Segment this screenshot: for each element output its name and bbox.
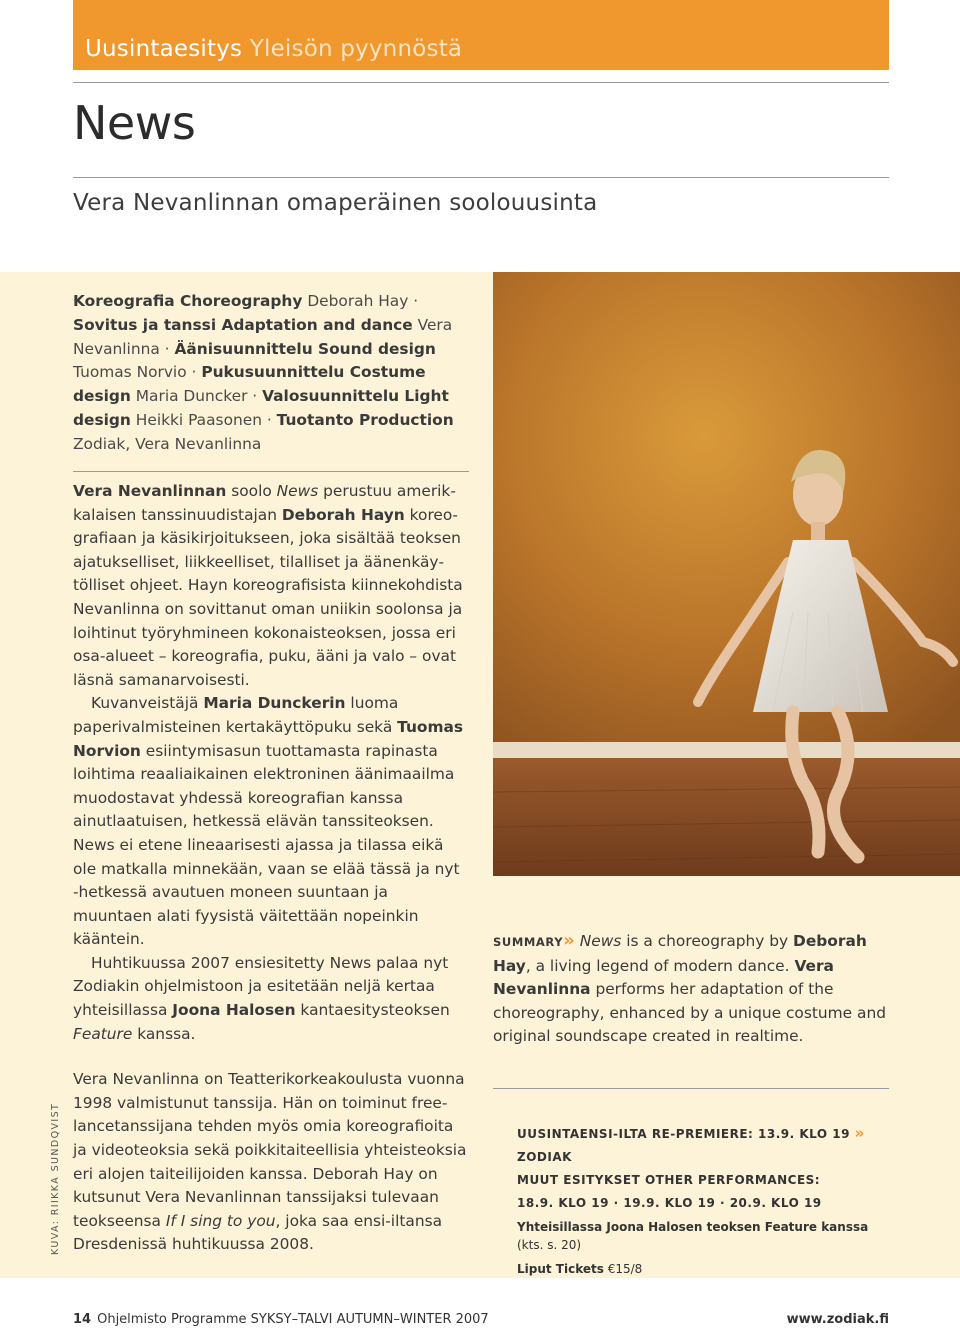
article-paragraph-2: Kuvanveistäjä Maria Dunckerin luoma paperivalmisteinen kertakäyttöpuku sekä Tuomas Norvion esiintymisasun tuottamasta rapinasta loihtima reaaliaikainen elektroninen äänimaailma muodostavat yhdessä koreografian kanssa ainutlaatuisen, hetkessä elävän tanssiteoksen. News ei etene lineaarisesti ajassa ja tilassa eikä ole matkalla minnekään, vaan se elää tässä ja nyt -hetkessä avautuen moneen suuntaan ja muuntaen alati fyysistä väitettään nopeinkin kääntein.: [73, 694, 464, 949]
premiere-line: UUSINTAENSI-ILTA RE-PREMIERE: 13.9. KLO 19 » ZODIAK: [517, 1124, 865, 1164]
publication-name: Ohjelmisto Programme SYKSY–TALVI AUTUMN–WINTER 2007: [97, 1312, 489, 1327]
credit-role: Pukusuunnittelu Costume design: [73, 363, 426, 406]
credit-name: Tuomas Norvio: [73, 363, 187, 382]
article-paragraph-4: Vera Nevanlinna on Teatterikorkeakoulusta vuonna 1998 valmistunut tanssija. Hän on toiminut freelancetanssijana tehden myös omia koreografioita ja videoteoksia sekä poikkitaiteellisia yhteisteoksia eri alojen taiteilijoiden kanssa. Deborah Hay on kutsunut Vera Nevanlinnan tanssijaksi tulevaan teokseensa If I sing to you, joka saa ensi-iltansa Dresdenissä huhtikuussa 2008.: [73, 1070, 467, 1254]
header-rule: [73, 82, 889, 83]
credit-role: Tuotanto Production: [276, 410, 454, 429]
performance-dates: 18.9. KLO 19 · 19.9. KLO 19 · 20.9. KLO 19: [517, 1196, 822, 1210]
page-subtitle: Vera Nevanlinnan omaperäinen soolouusinta: [73, 190, 598, 216]
article-paragraph-3: Huhtikuussa 2007 ensiesitetty News palaa nyt Zodiakin ohjelmistoon ja esitetään neljä kertaa yhteisillassa Joona Halosen kantaesitysteoksen Feature kanssa.: [73, 953, 450, 1043]
ticket-info: Liput Tickets €15/8: [517, 1262, 643, 1276]
credit-role: Valosuunnittelu Light design: [73, 387, 449, 429]
credits-rule: [73, 471, 469, 472]
page-title: News: [73, 96, 196, 150]
credit-role: Sovitus ja tanssi Adaptation and dance: [73, 315, 413, 334]
credit-name: Heikki Paasonen: [135, 410, 262, 429]
double-bill-note: Yhteisillassa Joona Halosen teoksen Feature kanssa (kts. s. 20): [517, 1220, 869, 1252]
credit-role: Koreografia Choreography: [73, 292, 303, 310]
summary-rule: [493, 1088, 889, 1089]
premiere-arrow-icon: »: [854, 1124, 865, 1142]
english-summary: SUMMARY» News is a choreography by Deborah Hay, a living legend of modern dance. Vera Nevanlinna performs her adaptation of the choreography, enhanced by a unique costume and original soundscape created in realtime.: [493, 930, 886, 1046]
summary-arrow-icon: »: [563, 930, 575, 951]
credit-name: Zodiak, Vera Nevanlinna: [73, 434, 262, 453]
website-link[interactable]: www.zodiak.fi: [786, 1312, 889, 1327]
credit-name: Deborah Hay: [307, 292, 409, 310]
credits-block: Koreografia Choreography Deborah Hay · Sovitus ja tanssi Adaptation and dance Vera Nevanlinna · Äänisuunnittelu Sound design Tuomas Norvio · Pukusuunnittelu Costume design Maria Duncker · Valosuunnittelu Light design Heikki Paasonen · Tuotanto Production Zodiak, Vera Nevanlinna: [73, 292, 454, 453]
credit-role: Äänisuunnittelu Sound design: [174, 339, 436, 358]
credit-name: Maria Duncker: [135, 387, 248, 406]
header-bar: [73, 0, 889, 70]
title-rule: [73, 177, 889, 178]
dancer-photo: [493, 272, 960, 876]
article-body: [73, 480, 468, 1257]
summary-label: SUMMARY: [493, 935, 564, 949]
page-footer: [73, 1312, 489, 1327]
header-kicker: Uusintaesitys Yleisön pyynnöstä: [85, 36, 463, 62]
credit-name: Vera Nevanlinna: [73, 315, 453, 358]
page-number: 14: [73, 1312, 92, 1327]
article-paragraph-1: Vera Nevanlinnan soolo News perustuu amerikkalaisen tanssinuudistajan Deborah Hayn koreografiaan ja käsikirjoitukseen, joka sisältää teoksen ajatukselliset, liikkeelliset, tilalliset ja äänenkäytölliset ohjeet. Hayn koreografisista kiinnekohdista Nevanlinna on sovittanut oman uniikin soolonsa ja loihtinut työryhmineen kokonaisteoksen, jossa eri osa-alueet – koreografia, puku, ääni ja valo – ovat läsnä samanarvoisesti.: [73, 482, 463, 689]
performance-info: [517, 1122, 889, 1281]
other-performances-label: MUUT ESITYKSET OTHER PERFORMANCES:: [517, 1173, 821, 1187]
photo-credit: KUVA: RIIKKA SUNDQVIST: [50, 1102, 61, 1255]
